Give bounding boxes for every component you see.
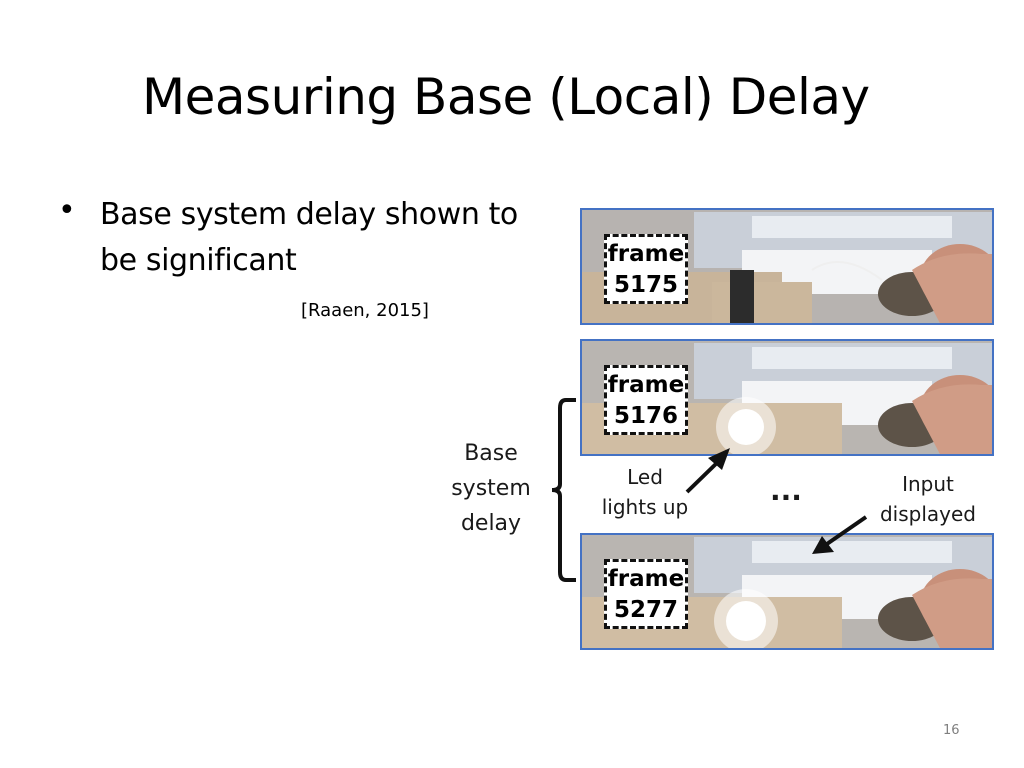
frame-number: 5175 — [613, 272, 678, 298]
input-arrowhead-icon — [812, 536, 834, 554]
frame-word: frame — [607, 241, 685, 267]
frame-number: 5176 — [613, 403, 678, 429]
bracket-icon — [552, 400, 576, 580]
base-system-delay-label: Base system delay — [451, 441, 531, 536]
citation: [Raaen, 2015] — [301, 300, 429, 321]
frame-word: frame — [607, 372, 685, 398]
frame-number: 5277 — [613, 597, 678, 623]
led-lights-up-label: Led lights up — [601, 465, 689, 519]
slide-title: Measuring Base (Local) Delay — [142, 68, 870, 126]
frame-word: frame — [607, 566, 685, 592]
bullet-marker: • — [58, 193, 76, 228]
page-number: 16 — [943, 723, 960, 738]
input-arrow-icon — [824, 517, 866, 546]
ellipsis: ... — [770, 474, 802, 507]
input-displayed-label: Input displayed — [879, 472, 976, 526]
bullet-text: Base system delay shown to be significant — [100, 197, 518, 278]
